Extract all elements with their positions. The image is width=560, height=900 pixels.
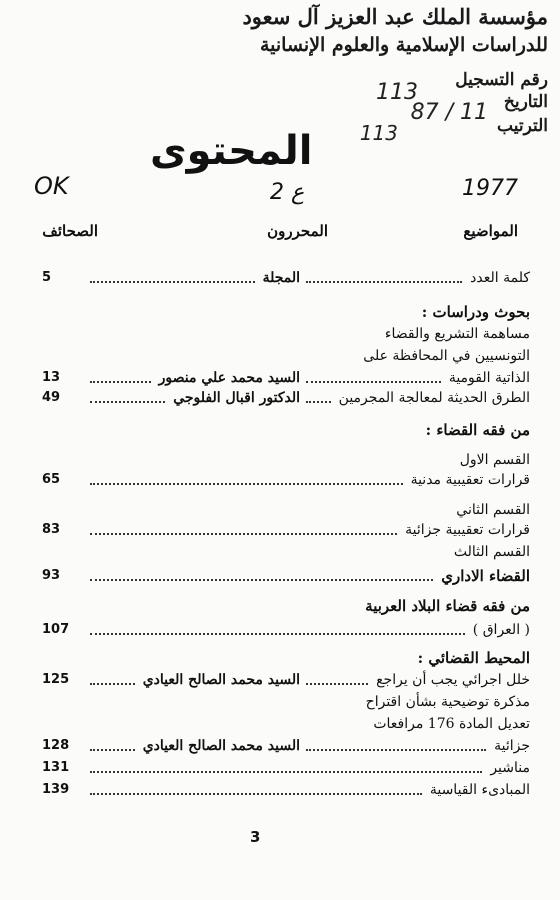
dot-leader [306, 281, 462, 283]
toc-page: 83 [42, 522, 61, 537]
toc-row [30, 470, 530, 490]
toc-row [30, 268, 530, 288]
dot-leader [90, 533, 397, 535]
stamp-order-value: 113 [359, 121, 398, 145]
dot-leader [90, 633, 465, 635]
toc-topic: مساهمة التشريع والقضاء [384, 326, 530, 342]
toc-row [30, 420, 530, 440]
toc-editor: الدكتور اقبال الفلوجي [173, 390, 300, 406]
dot-leader [90, 401, 165, 403]
toc-row [30, 542, 530, 562]
toc-page: 107 [42, 622, 70, 637]
dot-leader [90, 381, 151, 383]
toc-page: 5 [42, 270, 52, 285]
toc-row [30, 346, 530, 366]
column-editors: المحررون [267, 222, 328, 240]
dot-leader [90, 281, 255, 283]
toc-topic: القسم الثالث [453, 544, 530, 560]
stamp-subtitle: للدراسات الإسلامية والعلوم الإنسانية [259, 34, 548, 56]
toc-page: 65 [42, 472, 61, 487]
toc-editor: السيد محمد علي منصور [158, 370, 300, 386]
toc-topic: الذاتية القومية [448, 370, 530, 386]
toc-row [30, 714, 530, 734]
toc-row [30, 500, 530, 520]
dot-leader [90, 683, 135, 685]
toc-topic: مذكرة توضيحية بشأن اقتراح [365, 694, 530, 710]
page-number: 3 [250, 828, 261, 846]
toc-topic: الطرق الحديثة لمعالجة المجرمين [338, 390, 530, 406]
annotation-middle: 2 ع [270, 180, 305, 205]
dot-leader [306, 381, 441, 383]
dot-leader [306, 401, 331, 403]
dot-leader [90, 771, 482, 773]
toc-page: 125 [42, 672, 70, 687]
library-stamp [158, 0, 548, 145]
annotation-year: 1977 [462, 176, 518, 201]
toc-row [30, 670, 530, 690]
toc-header [0, 222, 560, 246]
toc-row [30, 758, 530, 778]
toc-row [30, 596, 530, 616]
stamp-registration-value: 113 [376, 80, 418, 105]
toc-page: 13 [42, 370, 61, 385]
dot-leader [90, 483, 403, 485]
toc-topic: جزائية [494, 738, 530, 754]
column-pages: الصحائف [42, 222, 98, 240]
toc-page: 139 [42, 782, 70, 797]
toc-topic: قرارات تعقيبية مدنية [410, 472, 530, 488]
annotation-ok: OK [34, 172, 69, 200]
toc-page: 49 [42, 390, 61, 405]
dot-leader [90, 793, 422, 795]
toc-row [30, 520, 530, 540]
stamp-institution: مؤسسة الملك عبد العزيز آل سعود [242, 4, 548, 29]
toc-topic: المبادىء القياسية [429, 782, 530, 798]
toc-row [30, 388, 530, 408]
toc-editor: السيد محمد الصالح العيادي [142, 738, 300, 754]
toc-topic: بحوث ودراسات : [421, 303, 530, 321]
toc-topic: التونسيين في المحافظة على [363, 348, 530, 364]
stamp-date-label: التاريخ [503, 92, 548, 112]
toc-topic: القضاء الاداري [441, 567, 530, 585]
toc-editor: المجلة [262, 270, 300, 286]
toc-row [30, 324, 530, 344]
toc-topic: القسم الاول [459, 452, 530, 468]
page-title: المحتوى [150, 128, 313, 174]
toc-editor: السيد محمد الصالح العيادي [142, 672, 300, 688]
toc-topic: خلل اجرائي يجب أن يراجع [376, 672, 530, 688]
toc-row [30, 620, 530, 640]
toc-row [30, 450, 530, 470]
toc-row [30, 692, 530, 712]
toc-topic: القسم الثاني [456, 502, 530, 518]
dot-leader [90, 749, 135, 751]
toc-page: 128 [42, 738, 70, 753]
dot-leader [306, 749, 486, 751]
stamp-date-value: 11 / 87 [410, 100, 488, 125]
stamp-order-label: الترتيب [497, 116, 548, 136]
dot-leader [306, 683, 368, 685]
toc-topic: ( العراق ) [472, 622, 530, 638]
stamp-registration-label: رقم التسجيل [455, 70, 548, 90]
toc-topic: مناشير [490, 760, 530, 776]
toc-page: 131 [42, 760, 70, 775]
toc-row [30, 302, 530, 322]
toc-row [30, 368, 530, 388]
toc-topic: كلمة العدد [470, 270, 530, 286]
toc-topic: قرارات تعقيبية جزائية [405, 522, 530, 538]
dot-leader [90, 579, 433, 581]
toc-topic: من فقه القضاء : [425, 421, 530, 439]
toc-page: 93 [42, 568, 61, 583]
column-topics: المواضيع [463, 222, 518, 240]
toc-row [30, 648, 530, 668]
toc-topic: تعديل المادة 176 مرافعات [373, 716, 530, 732]
toc-row [30, 736, 530, 756]
toc-topic: من فقه قضاء البلاد العربية [365, 597, 530, 615]
toc-row [30, 780, 530, 800]
toc-row [30, 566, 530, 586]
toc-topic: المحيط القضائي : [417, 649, 530, 667]
